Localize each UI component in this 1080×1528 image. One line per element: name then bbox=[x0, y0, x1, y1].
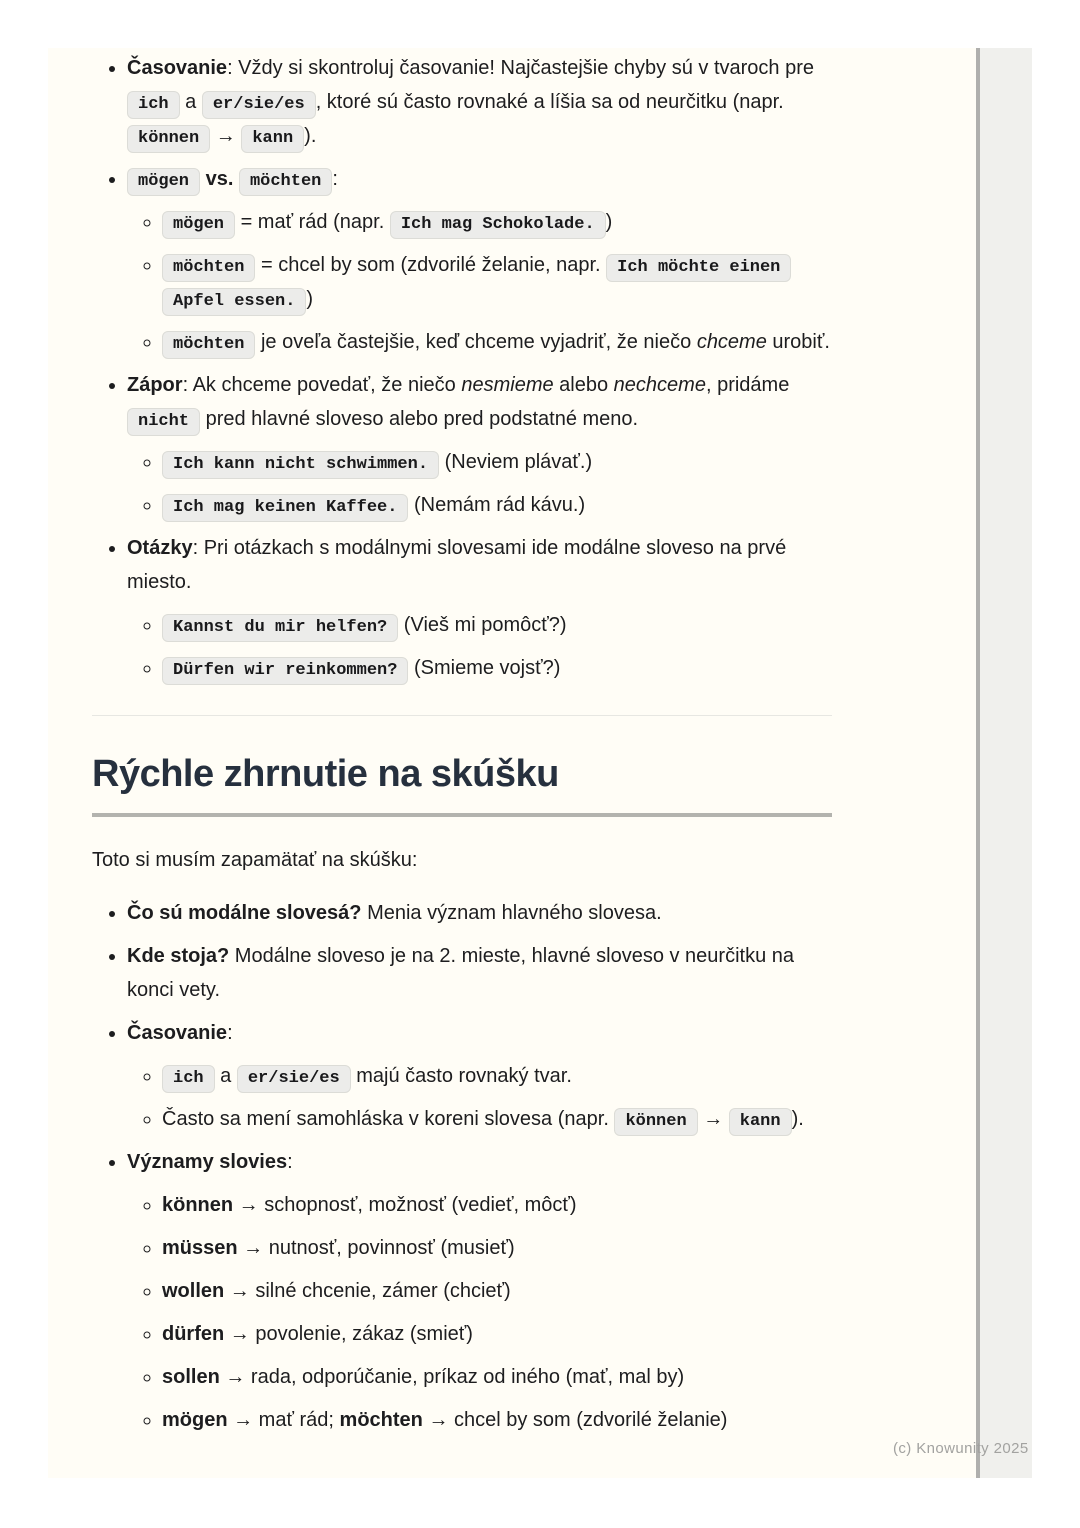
text-segment: → schopnosť, možnosť (vedieť, môcť) bbox=[233, 1194, 577, 1216]
sub-bullet bbox=[162, 205, 832, 239]
inline-code: Ich mag keinen Kaffee. bbox=[162, 494, 408, 522]
text-segment: a bbox=[214, 1065, 237, 1087]
sub-bullet-koennen bbox=[162, 1188, 832, 1222]
term-label: Významy slovies bbox=[127, 1151, 288, 1173]
bullet-co-su-modalne-slovesa bbox=[127, 896, 832, 930]
text-segment: (Nemám rád kávu.) bbox=[408, 494, 586, 516]
bullet-vyznamy-slovies bbox=[127, 1145, 832, 1437]
text-segment: → chcel by som (zdvorilé želanie) bbox=[422, 1409, 728, 1431]
arrow-glyph: → bbox=[697, 1108, 729, 1130]
text-segment: → rada, odporúčanie, príkaz od iného (mať, mal by) bbox=[219, 1366, 685, 1388]
bullet-zapor bbox=[127, 368, 832, 522]
inline-code: Apfel essen. bbox=[162, 288, 306, 316]
inline-code: Ich mag Schokolade. bbox=[390, 211, 606, 239]
text-segment: → mať rád; bbox=[227, 1409, 340, 1431]
scrollbar-track[interactable] bbox=[976, 48, 1032, 1478]
text-segment: Menia význam hlavného slovesa. bbox=[361, 902, 662, 924]
sub-bullet-wollen bbox=[162, 1274, 832, 1308]
sub-bullet bbox=[162, 1059, 832, 1093]
text-segment: , ktoré sú často rovnaké a líšia sa od neurčitku (napr. bbox=[315, 91, 784, 113]
sub-bullet-duerfen bbox=[162, 1317, 832, 1351]
text-segment: , pridáme bbox=[705, 374, 790, 396]
text-segment: : Ak chceme povedať, že niečo bbox=[182, 374, 462, 396]
inline-code: möchten bbox=[162, 254, 255, 282]
verb-label: können bbox=[162, 1194, 234, 1216]
inline-code: er/sie/es bbox=[237, 1065, 351, 1093]
text-segment: : Vždy si skontroluj časovanie! Najčastejšie chyby sú v tvaroch pre bbox=[227, 57, 814, 79]
text-segment: majú často rovnaký tvar. bbox=[350, 1065, 572, 1087]
bullet-kde-stoja bbox=[127, 939, 832, 1007]
verb-label: mögen bbox=[162, 1409, 228, 1431]
sub-bullet bbox=[162, 445, 832, 479]
summary-heading: Rýchle zhrnutie na skúšku bbox=[92, 750, 832, 817]
term-label: Časovanie bbox=[127, 57, 228, 79]
inline-code: er/sie/es bbox=[202, 91, 316, 119]
verb-label: möchten bbox=[339, 1409, 423, 1431]
inline-code: ich bbox=[127, 91, 180, 119]
text-segment: ) bbox=[306, 288, 314, 310]
inline-code: Ich kann nicht schwimmen. bbox=[162, 451, 439, 479]
inline-code: möchten bbox=[239, 168, 332, 196]
text-segment: → povolenie, zákaz (smieť) bbox=[224, 1323, 473, 1345]
sub-list bbox=[127, 205, 832, 359]
sub-list bbox=[127, 445, 832, 522]
text-segment: : bbox=[287, 1151, 293, 1173]
inline-code: mögen bbox=[127, 168, 200, 196]
text-segment: ) bbox=[605, 211, 613, 233]
text-segment: = chcel by som (zdvorilé želanie, napr. bbox=[255, 254, 607, 276]
text-segment: : bbox=[332, 168, 338, 190]
term-label: Zápor bbox=[127, 374, 183, 396]
bullet-otazky bbox=[127, 531, 832, 685]
text-segment: alebo bbox=[553, 374, 614, 396]
inline-code: nicht bbox=[127, 408, 200, 436]
term-label: Otázky bbox=[127, 537, 193, 559]
notes-list bbox=[92, 51, 832, 685]
text-segment: a bbox=[179, 91, 202, 113]
text-segment: Modálne sloveso je na 2. mieste, hlavné sloveso v neurčitku na konci vety. bbox=[127, 945, 795, 1001]
sub-bullet-muessen bbox=[162, 1231, 832, 1265]
bullet-moegen-vs-moechten bbox=[127, 162, 832, 359]
copyright-watermark: (c) Knowunity 2025 bbox=[893, 1440, 1029, 1457]
sub-bullet bbox=[162, 651, 832, 685]
verb-label: sollen bbox=[162, 1366, 220, 1388]
summary-list bbox=[92, 896, 832, 1437]
sub-list bbox=[127, 608, 832, 685]
term-label: Čo sú modálne slovesá? bbox=[127, 902, 362, 924]
text-segment: urobiť. bbox=[766, 331, 830, 353]
bullet-casovanie bbox=[127, 51, 832, 153]
sub-bullet bbox=[162, 488, 832, 522]
inline-code: können bbox=[127, 125, 210, 153]
term-label: Časovanie bbox=[127, 1022, 228, 1044]
verb-label: wollen bbox=[162, 1280, 225, 1302]
inline-code: Kannst du mir helfen? bbox=[162, 614, 398, 642]
text-segment: ). bbox=[791, 1108, 804, 1130]
emphasized-text: chceme bbox=[696, 331, 767, 353]
inline-code: Ich möchte einen bbox=[606, 254, 791, 282]
inline-code: mögen bbox=[162, 211, 235, 239]
sub-list bbox=[127, 1188, 832, 1437]
emphasized-text: nechceme bbox=[613, 374, 706, 396]
verb-label: müssen bbox=[162, 1237, 238, 1259]
sub-bullet bbox=[162, 608, 832, 642]
inline-code: ich bbox=[162, 1065, 215, 1093]
summary-intro: Toto si musím zapamätať na skúšku: bbox=[92, 849, 418, 871]
text-segment: = mať rád (napr. bbox=[235, 211, 390, 233]
section-divider bbox=[92, 715, 832, 716]
text-segment: je oveľa častejšie, keď chceme vyjadriť, že niečo bbox=[255, 331, 697, 353]
emphasized-text: nesmieme bbox=[461, 374, 554, 396]
sub-bullet-sollen bbox=[162, 1360, 832, 1394]
verb-label: dürfen bbox=[162, 1323, 225, 1345]
inline-code: möchten bbox=[162, 331, 255, 359]
text-segment: (Neviem plávať.) bbox=[439, 451, 593, 473]
text-segment: Často sa mení samohláska v koreni slovesa (napr. bbox=[162, 1108, 615, 1130]
sub-bullet bbox=[162, 325, 832, 359]
text-segment: : bbox=[227, 1022, 233, 1044]
inline-code: kann bbox=[241, 125, 304, 153]
text-segment: (Vieš mi pomôcť?) bbox=[398, 614, 567, 636]
sub-list bbox=[127, 1059, 832, 1136]
arrow-glyph: → bbox=[210, 125, 242, 147]
text-segment: vs. bbox=[200, 168, 239, 190]
bullet-casovanie-summary bbox=[127, 1016, 832, 1136]
inline-code: können bbox=[614, 1108, 697, 1136]
sub-bullet-moegen bbox=[162, 1403, 832, 1437]
inline-code: kann bbox=[729, 1108, 792, 1136]
text-segment: pred hlavné sloveso alebo pred podstatné meno. bbox=[200, 408, 639, 430]
term-label: Kde stoja? bbox=[127, 945, 230, 967]
text-segment: : Pri otázkach s modálnymi slovesami ide modálne sloveso na prvé miesto. bbox=[127, 537, 787, 593]
sub-bullet bbox=[162, 248, 832, 316]
sub-bullet bbox=[162, 1102, 832, 1136]
document-page bbox=[48, 48, 976, 1478]
text-segment: (Smieme vojsť?) bbox=[408, 657, 561, 679]
text-segment: → silné chcenie, zámer (chcieť) bbox=[224, 1280, 511, 1302]
text-segment: ). bbox=[304, 125, 317, 147]
text-segment: → nutnosť, povinnosť (musieť) bbox=[237, 1237, 515, 1259]
inline-code: Dürfen wir reinkommen? bbox=[162, 657, 408, 685]
